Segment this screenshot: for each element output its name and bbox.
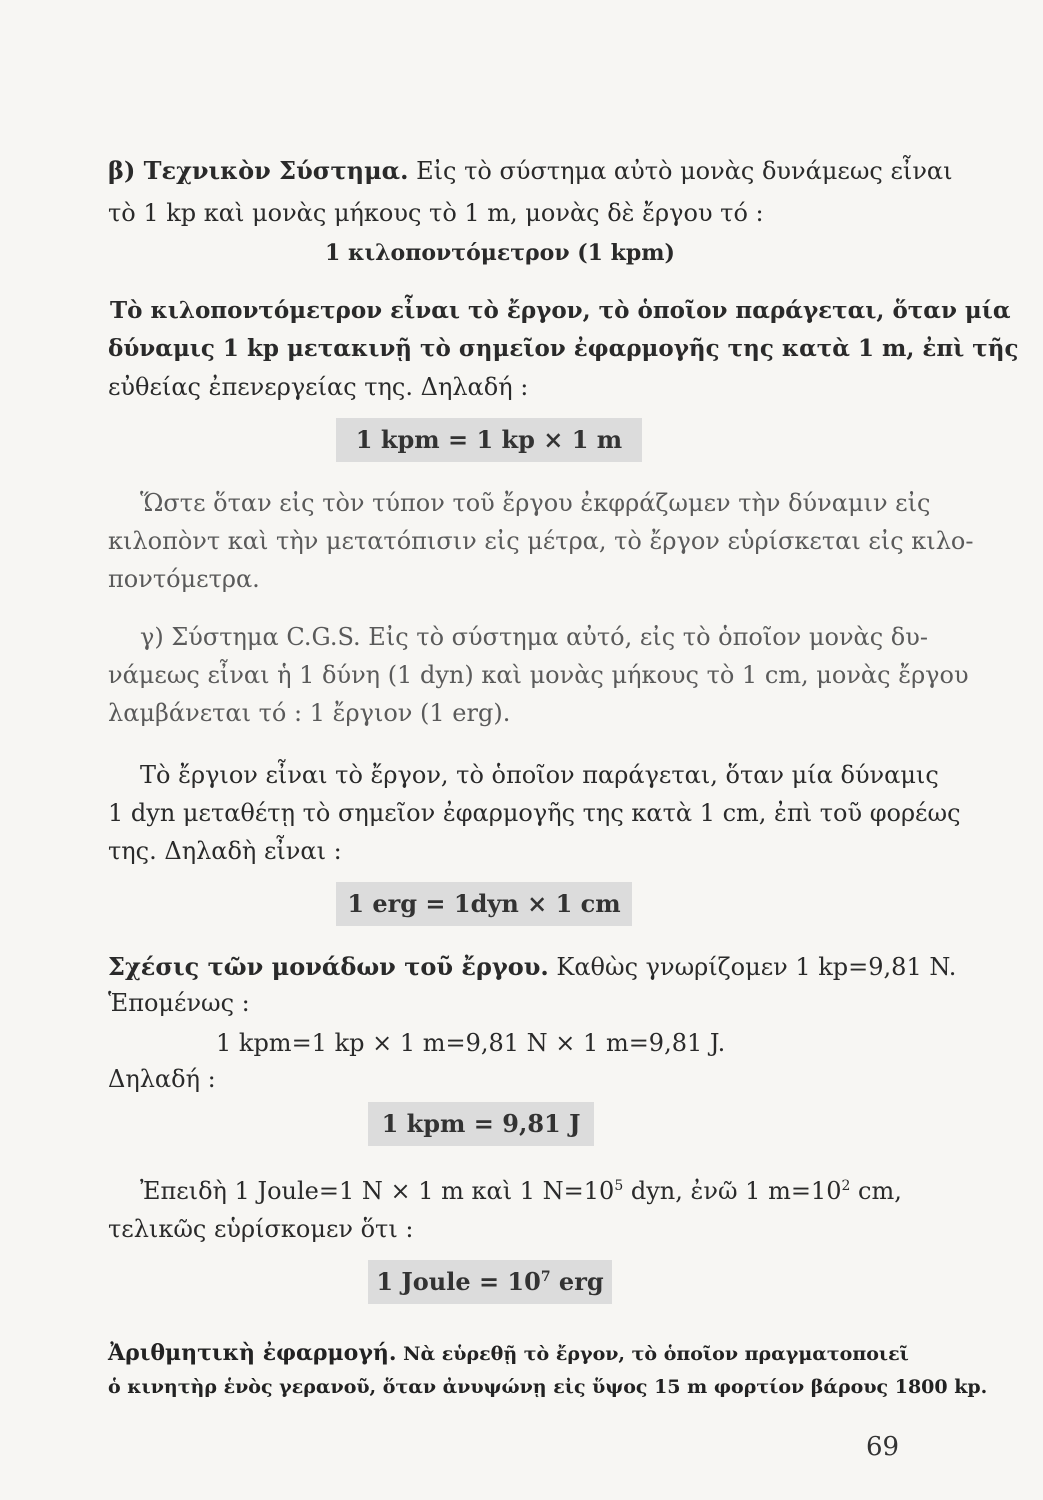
- relations-heading-rest: Καθὼς γνωρίζομεν 1 kp=9,81 N.: [556, 953, 957, 981]
- section-beta-line1: [108, 156, 953, 186]
- joule-line1: [140, 1176, 902, 1206]
- note-line1: Ὥστε ὅταν εἰς τὸν τύπον τοῦ ἔργου ἐκφράζωμεν τὴν δύναμιν εἰς: [140, 489, 931, 517]
- joule-exponent-1: 5: [614, 1178, 624, 1194]
- relations-line2: Ἑπομένως :: [108, 989, 250, 1017]
- section-gamma-line1: γ) Σύστημα C.G.S. Εἰς τὸ σύστημα αὐτό, εἰς τὸ ὁποῖον μονὰς δυ-: [140, 623, 928, 651]
- formula-kpm-joule: 1 kpm = 9,81 J: [368, 1102, 594, 1146]
- joule-line1-part-a: Ἐπειδὴ 1 Joule=1 N × 1 m καὶ 1 N=10: [140, 1177, 615, 1205]
- kpm-definition-line1: Τὸ κιλοποντόμετρον εἶναι τὸ ἔργον, τὸ ὁποῖον παράγεται, ὅταν μία: [110, 297, 1011, 324]
- final-formula-part-a: 1 Joule = 10: [376, 1267, 541, 1296]
- formula-kpm: 1 kpm = 1 kp × 1 m: [336, 418, 642, 462]
- erg-definition-line1: Τὸ ἔργιον εἶναι τὸ ἔργον, τὸ ὁποῖον παράγεται, ὅταν μία δύναμις: [140, 761, 939, 789]
- section-beta-line2: τὸ 1 kp καὶ μονὰς μήκους τὸ 1 m, μονὰς δὲ ἔργου τό :: [108, 199, 764, 227]
- kpm-definition-line3: εὐθείας ἐπενεργείας της. Δηλαδή :: [108, 373, 529, 401]
- note-line3: ποντόμετρα.: [108, 565, 260, 593]
- section-gamma-line2: νάμεως εἶναι ἡ 1 δύνη (1 dyn) καὶ μονὰς μήκους τὸ 1 cm, μονὰς ἔργου: [108, 661, 969, 689]
- joule-line2: τελικῶς εὑρίσκομεν ὅτι :: [108, 1215, 414, 1243]
- relations-line4: Δηλαδή :: [108, 1065, 216, 1093]
- formula-joule-erg: [368, 1260, 612, 1304]
- page-number: 69: [866, 1432, 900, 1462]
- relations-heading: Σχέσις τῶν μονάδων τοῦ ἔργου.: [108, 952, 549, 981]
- joule-exponent-2: 2: [841, 1178, 851, 1194]
- application-line2: ὁ κινητὴρ ἑνὸς γερανοῦ, ὅταν ἀνυψώνῃ εἰς ὕψος 15 m φορτίον βάρους 1800 kp.: [108, 1376, 988, 1398]
- section-beta-heading: β) Τεχνικὸν Σύστημα.: [108, 156, 409, 185]
- note-line2: κιλοπὸντ καὶ τὴν μετατόπισιν εἰς μέτρα, τὸ ἔργον εὑρίσκεται εἰς κιλο-: [108, 527, 974, 555]
- application-line1: [108, 1340, 909, 1367]
- relations-line1: [108, 952, 956, 982]
- joule-line1-part-c: cm,: [850, 1177, 902, 1205]
- section-beta-line1-text: Εἰς τὸ σύστημα αὐτὸ μονὰς δυνάμεως εἶναι: [416, 157, 953, 185]
- kpm-definition-line2: δύναμις 1 kp μετακινῇ τὸ σημεῖον ἐφαρμογῆς της κατὰ 1 m, ἐπὶ τῆς: [108, 335, 1019, 362]
- joule-line1-part-b: dyn, ἐνῶ 1 m=10: [623, 1177, 842, 1205]
- erg-definition-line2: 1 dyn μεταθέτῃ τὸ σημεῖον ἐφαρμογῆς της κατὰ 1 cm, ἐπὶ τοῦ φορέως: [108, 799, 961, 827]
- unit-kpm-line: 1 κιλοποντόμετρον (1 kpm): [325, 240, 675, 266]
- formula-erg: 1 erg = 1dyn × 1 cm: [336, 882, 632, 926]
- section-gamma-line3: λαμβάνεται τό : 1 ἔργιον (1 erg).: [108, 699, 511, 727]
- relations-equation: 1 kpm=1 kp × 1 m=9,81 N × 1 m=9,81 J.: [216, 1029, 726, 1057]
- application-heading: Ἀριθμητικὴ ἐφαρμογή.: [108, 1340, 397, 1366]
- final-formula-part-b: erg: [550, 1267, 604, 1296]
- erg-definition-line3: της. Δηλαδὴ εἶναι :: [108, 837, 342, 865]
- application-line1-text: Νὰ εὑρεθῇ τὸ ἔργον, τὸ ὁποῖον πραγματοποιεῖ: [403, 1343, 909, 1365]
- final-formula-exponent: 7: [540, 1269, 551, 1285]
